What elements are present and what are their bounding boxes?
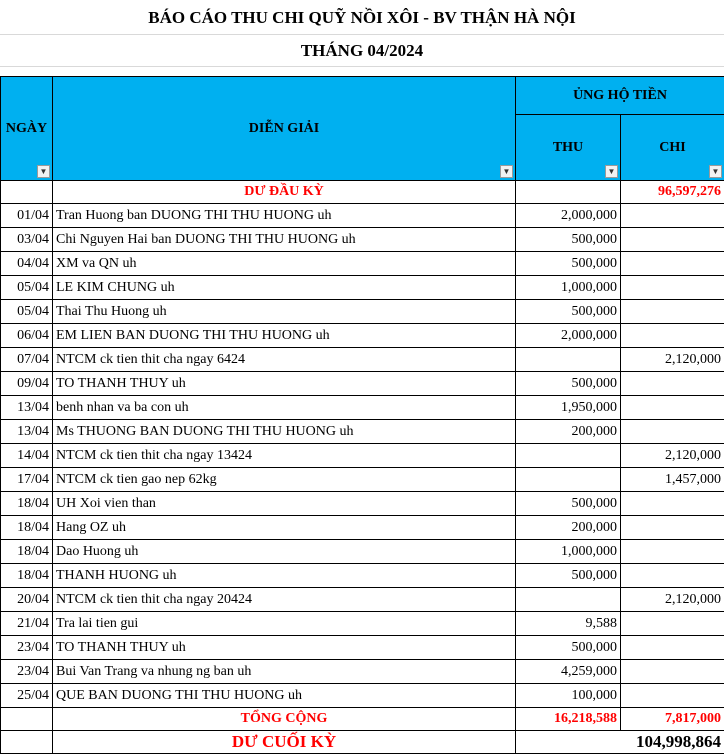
thu-cell	[516, 348, 621, 372]
table-row	[1, 372, 724, 396]
description-cell: benh nhan va ba con uh	[53, 396, 516, 420]
header-dien-giai-label: DIỄN GIẢI	[248, 120, 320, 136]
chi-cell	[621, 204, 724, 228]
description-cell: Thai Thu Huong uh	[53, 300, 516, 324]
table-row	[1, 636, 724, 660]
table-row	[1, 492, 724, 516]
thu-cell: 500,000	[516, 372, 621, 396]
chi-cell	[621, 228, 724, 252]
filter-dropdown-icon[interactable]: ▼	[500, 165, 513, 178]
thu-cell: 500,000	[516, 564, 621, 588]
description-cell: QUE BAN DUONG THI THU HUONG uh	[53, 684, 516, 708]
description-cell: EM LIEN BAN DUONG THI THU HUONG uh	[53, 324, 516, 348]
date-cell: 07/04	[1, 348, 53, 372]
thu-cell: 9,588	[516, 612, 621, 636]
thu-cell: 200,000	[516, 516, 621, 540]
thu-cell: 100,000	[516, 684, 621, 708]
chi-cell	[621, 564, 724, 588]
table-row	[1, 588, 724, 612]
date-cell: 20/04	[1, 588, 53, 612]
thu-cell: 500,000	[516, 636, 621, 660]
thu-cell: 500,000	[516, 228, 621, 252]
description-cell: Tra lai tien gui	[53, 612, 516, 636]
thu-cell	[516, 444, 621, 468]
date-cell: 06/04	[1, 324, 53, 348]
thu-cell: 2,000,000	[516, 204, 621, 228]
thu-cell	[516, 468, 621, 492]
description-cell: TO THANH THUY uh	[53, 372, 516, 396]
chi-cell	[621, 372, 724, 396]
table-row	[1, 444, 724, 468]
thu-cell: 4,259,000	[516, 660, 621, 684]
chi-cell	[621, 492, 724, 516]
date-cell: 14/04	[1, 444, 53, 468]
chi-cell	[621, 252, 724, 276]
description-cell: XM va QN uh	[53, 252, 516, 276]
chi-cell	[621, 684, 724, 708]
thu-cell: 2,000,000	[516, 324, 621, 348]
table-row	[1, 276, 724, 300]
chi-cell	[621, 636, 724, 660]
date-cell: 18/04	[1, 564, 53, 588]
description-cell: NTCM ck tien thit cha ngay 20424	[53, 588, 516, 612]
gridline	[0, 66, 724, 67]
thu-cell: 500,000	[516, 300, 621, 324]
closing-balance-row	[1, 731, 724, 754]
header-ngay[interactable]	[1, 77, 53, 181]
description-cell: LE KIM CHUNG uh	[53, 276, 516, 300]
table-row	[1, 324, 724, 348]
description-cell: NTCM ck tien thit cha ngay 13424	[53, 444, 516, 468]
description-cell: Dao Huong uh	[53, 540, 516, 564]
thu-cell: 500,000	[516, 252, 621, 276]
description-cell: Chi Nguyen Hai ban DUONG THI THU HUONG uh	[53, 228, 516, 252]
header-chi-label: CHI	[659, 139, 686, 155]
date-cell: 03/04	[1, 228, 53, 252]
date-cell: 13/04	[1, 420, 53, 444]
date-cell: 09/04	[1, 372, 53, 396]
thu-cell: 1,000,000	[516, 276, 621, 300]
date-cell: 21/04	[1, 612, 53, 636]
table-row	[1, 660, 724, 684]
chi-cell: 2,120,000	[621, 444, 724, 468]
table-row	[1, 564, 724, 588]
closing-balance-label: DƯ CUỐI KỲ	[53, 731, 516, 754]
closing-balance-value: 104,998,864	[516, 731, 724, 754]
empty-cell	[1, 708, 53, 731]
description-cell: NTCM ck tien thit cha ngay 6424	[53, 348, 516, 372]
thu-cell: 1,950,000	[516, 396, 621, 420]
date-cell: 17/04	[1, 468, 53, 492]
header-ngay-label: NGÀY	[5, 120, 48, 136]
report-title: BÁO CÁO THU CHI QUỸ NỒI XÔI - BV THẬN HÀ NỘI	[148, 8, 576, 27]
filter-dropdown-icon[interactable]: ▼	[37, 165, 50, 178]
table-row	[1, 204, 724, 228]
date-cell: 18/04	[1, 492, 53, 516]
chi-cell: 1,457,000	[621, 468, 724, 492]
date-cell: 23/04	[1, 636, 53, 660]
chi-cell: 2,120,000	[621, 588, 724, 612]
chi-cell	[621, 420, 724, 444]
chi-cell	[621, 396, 724, 420]
chi-cell	[621, 612, 724, 636]
table-row	[1, 540, 724, 564]
description-cell: Bui Van Trang va nhung ng ban uh	[53, 660, 516, 684]
table-row	[1, 252, 724, 276]
date-cell: 25/04	[1, 684, 53, 708]
header-chi[interactable]	[621, 115, 724, 181]
header-thu-label: THU	[552, 139, 584, 155]
header-ung-ho-tien: ỦNG HỘ TIỀN	[516, 77, 724, 115]
total-chi: 7,817,000	[621, 708, 724, 731]
thu-cell: 200,000	[516, 420, 621, 444]
chi-cell	[621, 540, 724, 564]
table-row	[1, 468, 724, 492]
table-row	[1, 300, 724, 324]
chi-cell: 2,120,000	[621, 348, 724, 372]
description-cell: TO THANH THUY uh	[53, 636, 516, 660]
opening-balance-value: 96,597,276	[621, 181, 724, 204]
filter-dropdown-icon[interactable]: ▼	[709, 165, 722, 178]
gridline	[0, 34, 724, 35]
chi-cell	[621, 300, 724, 324]
empty-cell	[1, 731, 53, 754]
table-row	[1, 396, 724, 420]
date-cell: 18/04	[1, 516, 53, 540]
table-row	[1, 516, 724, 540]
table-row	[1, 420, 724, 444]
description-cell: THANH HUONG uh	[53, 564, 516, 588]
date-cell: 23/04	[1, 660, 53, 684]
report-table	[0, 76, 724, 754]
date-cell: 18/04	[1, 540, 53, 564]
chi-cell	[621, 324, 724, 348]
total-label: TỔNG CỘNG	[53, 708, 516, 731]
description-cell: Ms THUONG BAN DUONG THI THU HUONG uh	[53, 420, 516, 444]
date-cell: 13/04	[1, 396, 53, 420]
date-cell: 04/04	[1, 252, 53, 276]
table-row	[1, 228, 724, 252]
chi-cell	[621, 660, 724, 684]
table-row	[1, 348, 724, 372]
header-thu[interactable]	[516, 115, 621, 181]
date-cell: 05/04	[1, 276, 53, 300]
description-cell: UH Xoi vien than	[53, 492, 516, 516]
report-subtitle: THÁNG 04/2024	[300, 41, 424, 60]
opening-balance-label: DƯ ĐẦU KỲ	[53, 181, 516, 204]
date-cell: 01/04	[1, 204, 53, 228]
thu-cell: 500,000	[516, 492, 621, 516]
chi-cell	[621, 276, 724, 300]
header-dien-giai[interactable]	[53, 77, 516, 181]
thu-cell	[516, 588, 621, 612]
description-cell: NTCM ck tien gao nep 62kg	[53, 468, 516, 492]
opening-balance-row	[1, 181, 724, 204]
total-row	[1, 708, 724, 731]
table-row	[1, 684, 724, 708]
description-cell: Hang OZ uh	[53, 516, 516, 540]
date-cell: 05/04	[1, 300, 53, 324]
table-row	[1, 612, 724, 636]
filter-dropdown-icon[interactable]: ▼	[605, 165, 618, 178]
total-thu: 16,218,588	[516, 708, 621, 731]
thu-cell: 1,000,000	[516, 540, 621, 564]
chi-cell	[621, 516, 724, 540]
description-cell: Tran Huong ban DUONG THI THU HUONG uh	[53, 204, 516, 228]
